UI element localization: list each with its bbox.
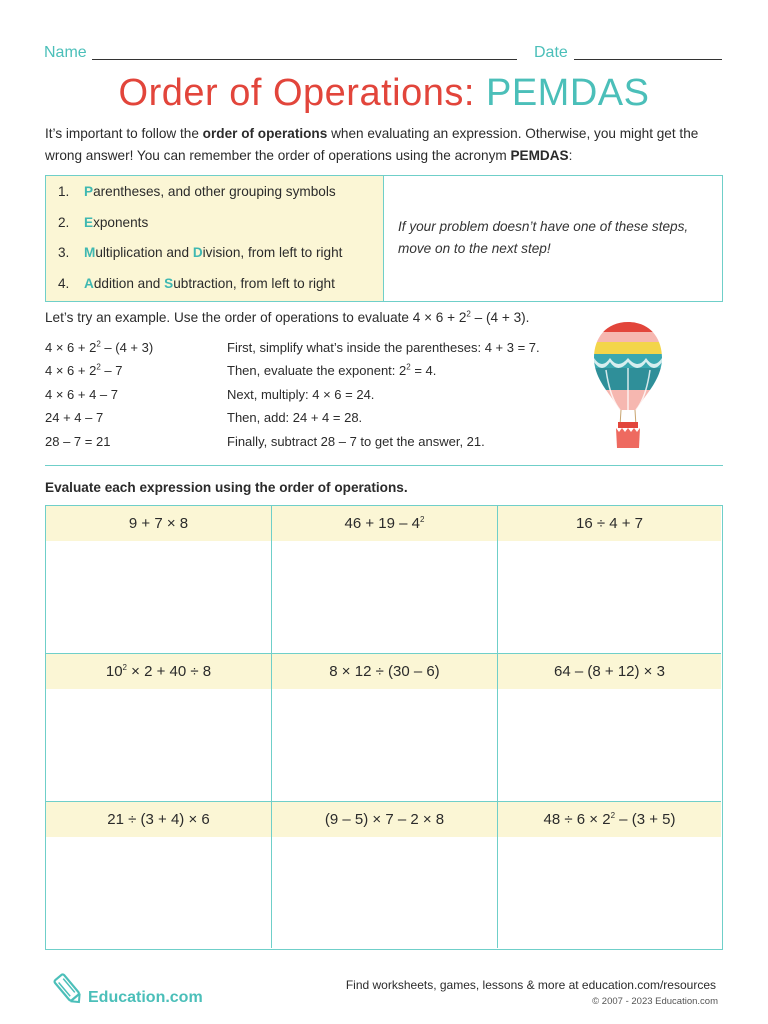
intro-text-2: when evaluating an expression. Otherwise, you might get the wrong answer! You can remember the order of operations using the acronym (45, 126, 699, 163)
intro-bold-2: PEMDAS (510, 148, 569, 163)
answer-space[interactable] (46, 837, 271, 950)
desc-part: Finally, subtract 28 – 7 to get the answer, 21. (227, 434, 485, 449)
answer-space[interactable] (498, 541, 721, 654)
title-accent: PEMDAS (485, 72, 650, 114)
answer-space[interactable] (46, 689, 271, 802)
desc-part: Then, add: 24 + 4 = 28. (227, 410, 363, 425)
example-description (227, 434, 485, 449)
problem-text: 48 ÷ 6 × 2 (543, 811, 611, 828)
problem-text: 21 ÷ (3 + 4) × 6 (107, 811, 210, 828)
problem-text: 16 ÷ 4 + 7 (575, 515, 644, 532)
footer-tagline[interactable]: Find worksheets, games, lessons & more at education.com/resources (345, 978, 716, 992)
problem-expression (498, 802, 721, 837)
problem-cell[interactable] (498, 654, 721, 802)
expr-part: 28 – 7 = 21 (45, 434, 111, 449)
step-number: 1. (58, 184, 70, 199)
problem-expression (272, 802, 497, 837)
problem-text: 8 × 12 ÷ (30 – 6) (329, 663, 440, 680)
step-text: ddition and (93, 276, 165, 291)
education-com-logo[interactable] (52, 972, 203, 1006)
steps-list (46, 176, 384, 301)
problem-cell[interactable] (272, 654, 498, 802)
problem-expression (46, 802, 271, 837)
answer-space[interactable] (498, 689, 721, 802)
name-field-line[interactable] (92, 59, 517, 60)
step-number: 4. (58, 276, 70, 291)
problem-expression (272, 506, 497, 541)
problem-text: 9 + 7 × 8 (128, 515, 189, 532)
step-item (58, 215, 148, 230)
step-highlight: M (84, 245, 96, 260)
problem-expression (272, 654, 497, 689)
example-expression (45, 410, 103, 425)
desc-part: = 4. (410, 363, 437, 378)
page-title (0, 72, 768, 115)
title-main: Order of Operations: (118, 72, 486, 114)
problem-expression (498, 654, 721, 689)
problems-grid (45, 505, 723, 950)
example-description (227, 363, 436, 378)
step-text-2: ivision, from left to right (202, 245, 343, 260)
example-description (227, 387, 374, 402)
hot-air-balloon-illustration (592, 318, 664, 458)
problem-text: – (3 + 5) (615, 811, 676, 828)
problem-cell[interactable] (46, 506, 272, 654)
problems-heading: Evaluate each expression using the order of operations. (45, 480, 408, 495)
step-text: ultiplication and (95, 245, 193, 260)
expr-part: – (4 + 3) (100, 340, 154, 355)
expr-part: – 7 (100, 363, 123, 378)
step-number: 3. (58, 245, 70, 260)
pemdas-steps-box (45, 175, 723, 302)
intro-text-1: It’s important to follow the (45, 126, 203, 141)
name-label: Name (44, 44, 87, 61)
problem-exponent: 2 (420, 515, 425, 524)
step-highlight: P (84, 184, 94, 199)
answer-space[interactable] (272, 837, 497, 950)
example-expression (45, 340, 153, 355)
problem-cell[interactable] (46, 654, 272, 802)
example-expression (45, 363, 122, 378)
expr-part: 24 + 4 – 7 (45, 410, 104, 425)
example-intro (45, 310, 529, 325)
steps-note: If your problem doesn’t have one of these steps, move on to the next step! (398, 219, 689, 256)
expr-exponent: 2 (96, 362, 101, 372)
problem-cell[interactable] (498, 802, 721, 948)
step-text: arentheses, and other grouping symbols (93, 184, 336, 199)
problem-expression (46, 654, 271, 689)
answer-space[interactable] (272, 689, 497, 802)
problem-text: 64 – (8 + 12) × 3 (554, 663, 665, 680)
desc-part: Next, multiply: 4 × 6 = 24. (227, 387, 375, 402)
intro-bold-1: order of operations (202, 126, 328, 141)
example-description (227, 410, 362, 425)
step-number: 2. (58, 215, 70, 230)
date-label: Date (534, 44, 568, 61)
answer-space[interactable] (272, 541, 497, 654)
expr-exponent: 2 (96, 339, 101, 349)
problem-exponent: 2 (610, 811, 616, 820)
desc-part: First, simplify what’s inside the parentheses: 4 + 3 = 7. (227, 340, 540, 355)
section-divider (45, 465, 723, 466)
step-highlight-2: S (164, 276, 174, 291)
answer-space[interactable] (46, 541, 271, 654)
step-highlight: E (84, 215, 94, 230)
example-expression (45, 434, 110, 449)
logo-text: Education.com (88, 989, 203, 1006)
footer-copyright: © 2007 - 2023 Education.com (592, 996, 718, 1007)
step-text-2: ubtraction, from left to right (173, 276, 335, 291)
expr-part: 4 × 6 + 2 (45, 363, 97, 378)
pencil-logo-icon (52, 972, 84, 1006)
example-intro-text: Let’s try an example. Use the order of operations to evaluate 4 × 6 + 2 (45, 310, 467, 325)
example-description (227, 340, 540, 355)
problem-cell[interactable] (272, 506, 498, 654)
step-highlight-2: D (192, 245, 203, 260)
example-intro-exponent: 2 (466, 309, 471, 319)
problem-text: × 2 + 40 ÷ 8 (127, 663, 212, 680)
step-text: xponents (93, 215, 149, 230)
answer-space[interactable] (498, 837, 721, 950)
step-item (58, 245, 342, 260)
step-highlight: A (84, 276, 94, 291)
step-item (58, 184, 336, 199)
intro-paragraph (45, 123, 725, 167)
problem-expression (46, 506, 271, 541)
desc-exponent: 2 (406, 362, 411, 372)
problem-expression (498, 506, 721, 541)
expr-part: 4 × 6 + 4 – 7 (45, 387, 119, 402)
problem-cell[interactable] (498, 506, 721, 654)
example-expression (45, 387, 118, 402)
problem-text: 10 (105, 663, 123, 680)
desc-part: Then, evaluate the exponent: 2 (227, 363, 407, 378)
header (44, 44, 722, 66)
problem-text: (9 – 5) × 7 – 2 × 8 (324, 811, 445, 828)
problem-cell[interactable] (272, 802, 498, 948)
problem-exponent: 2 (122, 663, 127, 672)
problem-text: 46 + 19 – 4 (344, 515, 421, 532)
example-intro-text-2: – (4 + 3). (470, 310, 530, 325)
date-field-line[interactable] (574, 59, 722, 60)
intro-text-3: : (568, 148, 573, 163)
problem-cell[interactable] (46, 802, 272, 948)
expr-part: 4 × 6 + 2 (45, 340, 97, 355)
step-item (58, 276, 335, 291)
